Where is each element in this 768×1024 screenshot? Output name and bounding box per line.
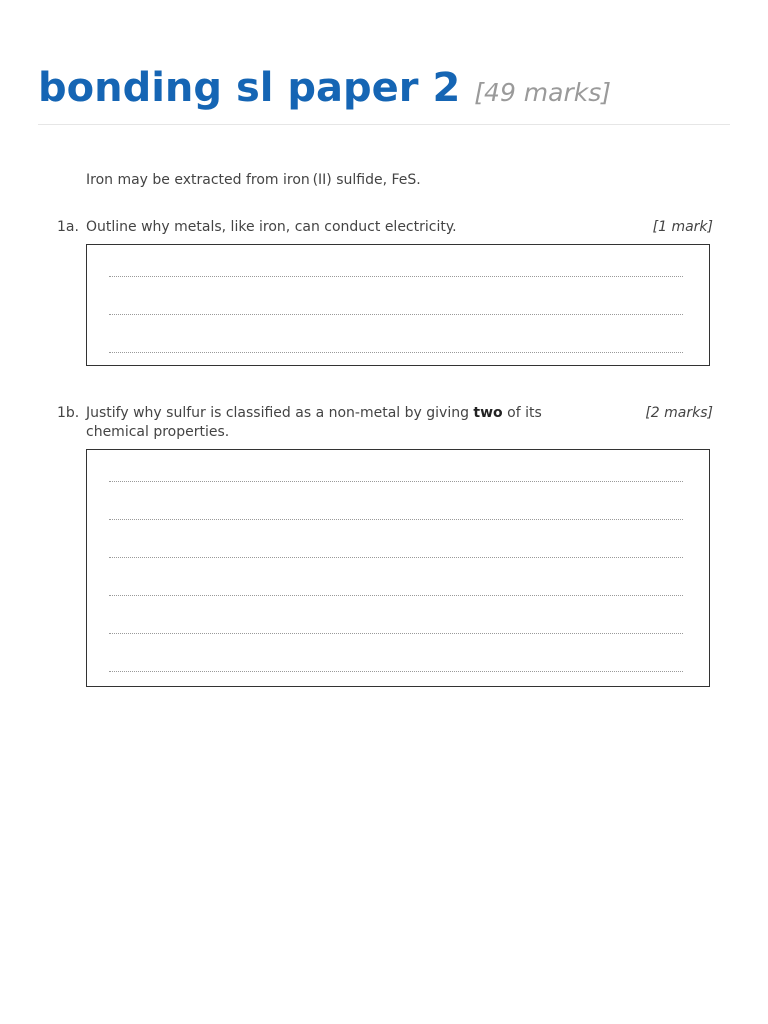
answer-line (109, 314, 683, 315)
title-text: bonding sl paper 2 (38, 65, 461, 111)
answer-line (109, 671, 683, 672)
question-text: Outline why metals, like iron, can conduct electricity. (86, 219, 457, 235)
answer-line (109, 557, 683, 558)
answer-line (109, 481, 683, 482)
answer-line (109, 276, 683, 277)
question-intro: Iron may be extracted from iron (II) sulfide, FeS. (86, 172, 421, 188)
question-text-end: of its chemical properties. (86, 405, 542, 440)
answer-line (109, 595, 683, 596)
answer-line (109, 633, 683, 634)
question-number: 1b. (57, 405, 80, 421)
answer-line (109, 352, 683, 353)
question-marks: [2 marks] (645, 405, 713, 421)
answer-line (109, 519, 683, 520)
question-text (86, 404, 606, 442)
question-text-start: Justify why sulfur is classified as a non-metal by giving (86, 405, 474, 421)
question-marks: [1 mark] (652, 219, 713, 235)
question-number: 1a. (57, 219, 79, 235)
question-text-emphasis: two (473, 405, 503, 421)
page-header (38, 62, 730, 125)
answer-box-1a[interactable] (86, 244, 710, 366)
total-marks: [49 marks] (474, 78, 612, 107)
page-title (38, 62, 611, 119)
answer-box-1b[interactable] (86, 449, 710, 687)
